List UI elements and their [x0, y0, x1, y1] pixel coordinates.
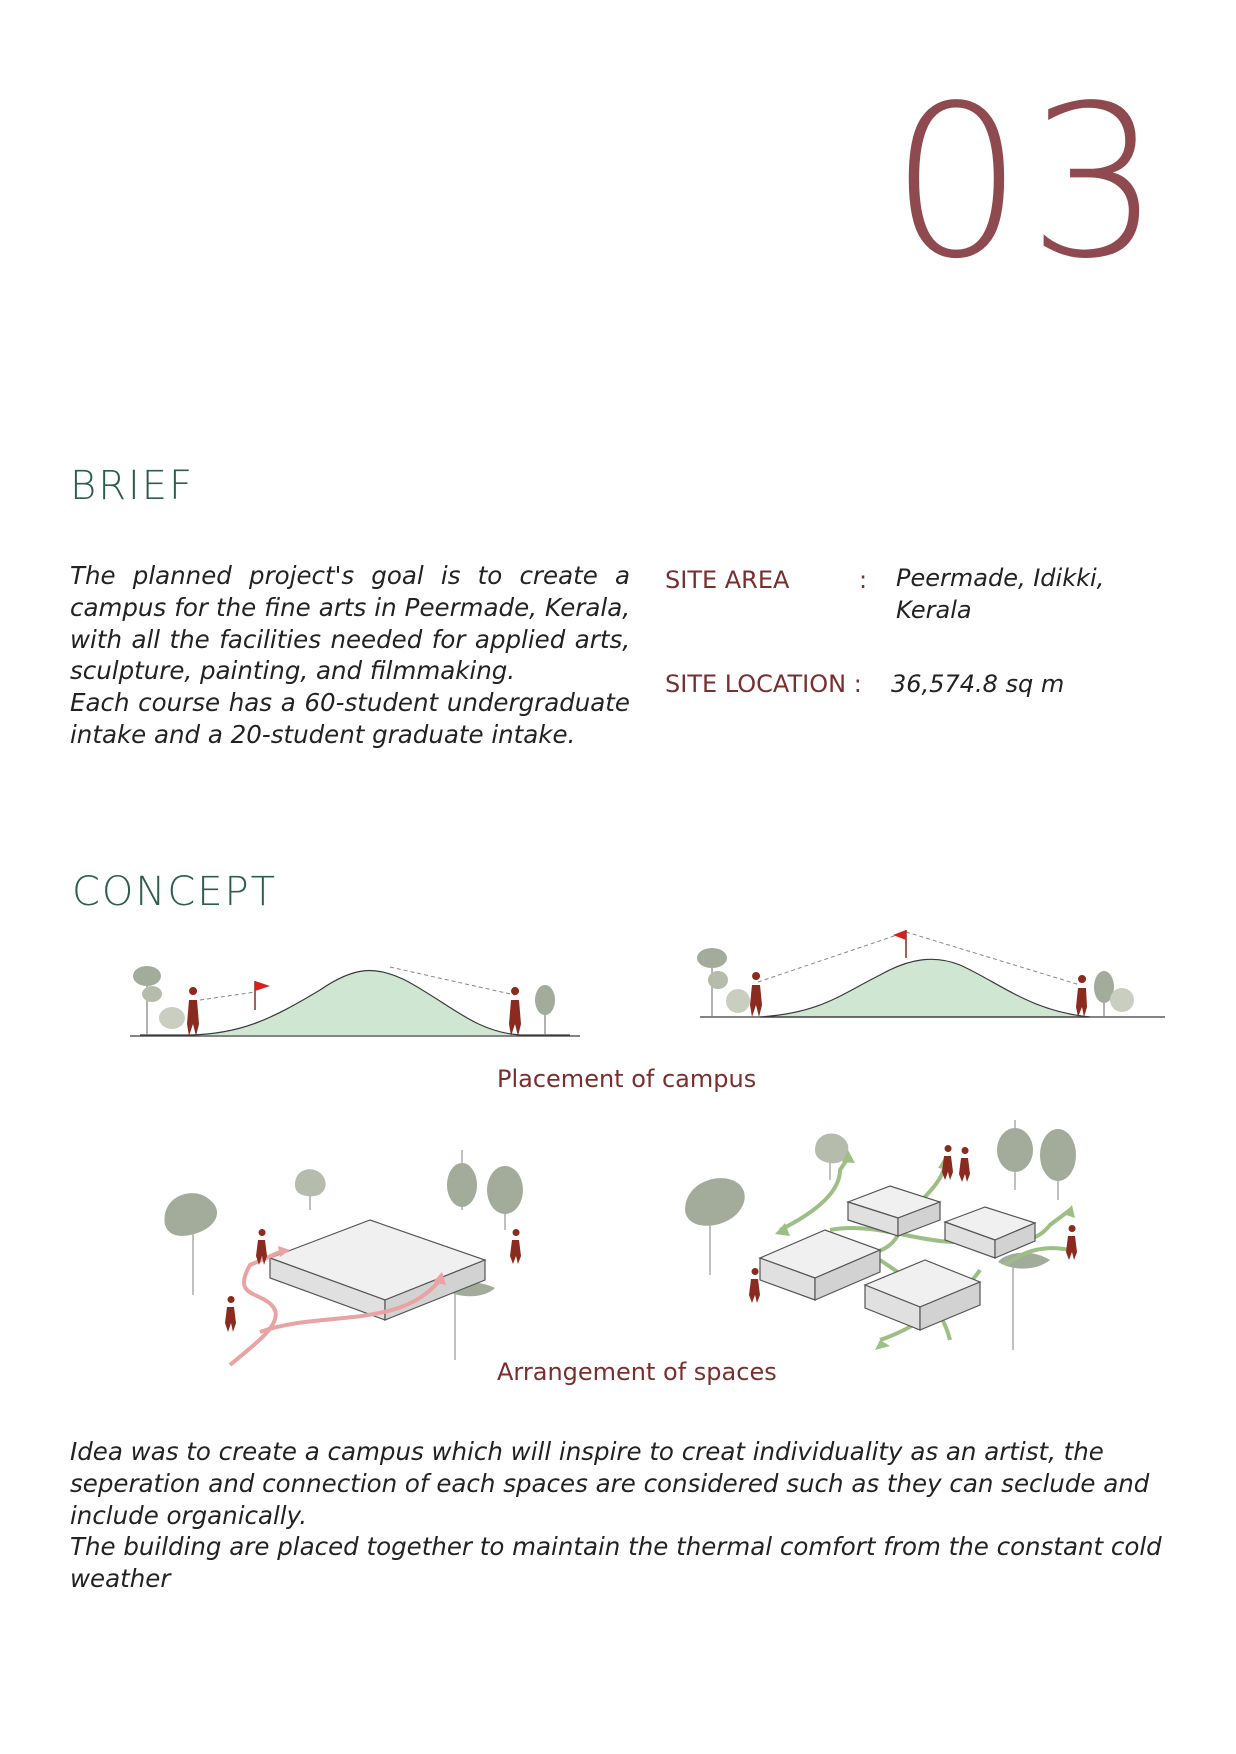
site-location-value: 36,574.8 sq m — [891, 670, 1065, 698]
placement-caption: Placement of campus — [497, 1065, 757, 1093]
person-icon — [510, 1229, 521, 1264]
placement-diagram-left — [130, 950, 590, 1040]
tree-icon — [487, 1166, 523, 1230]
concept-heading: CONCEPT — [72, 869, 278, 915]
concept-paragraph-2: The building are placed together to maintain the thermal comfort from the constant cold weather — [70, 1532, 1162, 1594]
shrub-icon — [159, 1007, 185, 1029]
brief-paragraph-2: Each course has a 60-student undergraduate intake and a 20-student graduate intake. — [70, 688, 630, 749]
person-icon — [750, 972, 762, 1017]
site-location-label: SITE LOCATION : — [665, 670, 862, 698]
tree-icon — [535, 985, 555, 1034]
person-icon — [959, 1147, 970, 1182]
brief-text — [70, 560, 630, 751]
flag-icon — [893, 930, 906, 940]
placement-diagram-right — [690, 925, 1170, 1025]
person-icon — [749, 1268, 760, 1303]
arrangement-caption: Arrangement of spaces — [497, 1358, 777, 1386]
tree-icon — [447, 1150, 477, 1210]
tree-icon — [998, 1253, 1050, 1350]
concept-paragraph-1: Idea was to create a campus which will inspire to creat individuality as an artist, the seperation and connection of each spaces are considered such as they can seclude and include organically. — [70, 1437, 1150, 1530]
concept-text — [70, 1436, 1170, 1595]
hill-shape — [140, 971, 570, 1035]
hill-shape — [760, 959, 1090, 1017]
tree-icon — [1040, 1129, 1076, 1200]
shrub-icon — [726, 989, 750, 1013]
site-area-value-line-2: Kerala — [896, 596, 972, 624]
flag-icon — [255, 981, 270, 991]
tree-icon — [295, 1169, 326, 1210]
person-icon — [509, 987, 521, 1036]
site-area-label: SITE AREA — [665, 566, 790, 594]
arrangement-diagram-single-block — [150, 1140, 550, 1380]
site-area-colon: : — [859, 566, 868, 594]
movement-path — [780, 1155, 850, 1230]
person-icon — [187, 987, 199, 1036]
brief-heading: BRIEF — [70, 463, 195, 509]
tree-icon — [1094, 971, 1134, 1016]
arrangement-diagram-clustered-blocks — [680, 1110, 1100, 1360]
person-icon — [225, 1296, 236, 1332]
brief-paragraph-1: The planned project's goal is to create a campus for the fine arts in Peermade, Kerala, with all the facilities needed for applied arts, sculpture, painting, and filmmaking. — [70, 561, 630, 686]
person-icon — [942, 1145, 953, 1180]
page-number: 03 — [890, 60, 1166, 305]
tree-icon — [165, 1193, 218, 1295]
tree-icon — [815, 1134, 848, 1180]
person-icon — [1076, 975, 1087, 1017]
tree-icon — [133, 966, 162, 1034]
person-icon — [1066, 1225, 1077, 1260]
site-area-value-line-1: Peermade, Idikki, — [896, 564, 1105, 592]
tree-icon — [697, 948, 728, 1016]
tree-icon — [997, 1120, 1033, 1190]
tree-icon — [685, 1178, 745, 1275]
